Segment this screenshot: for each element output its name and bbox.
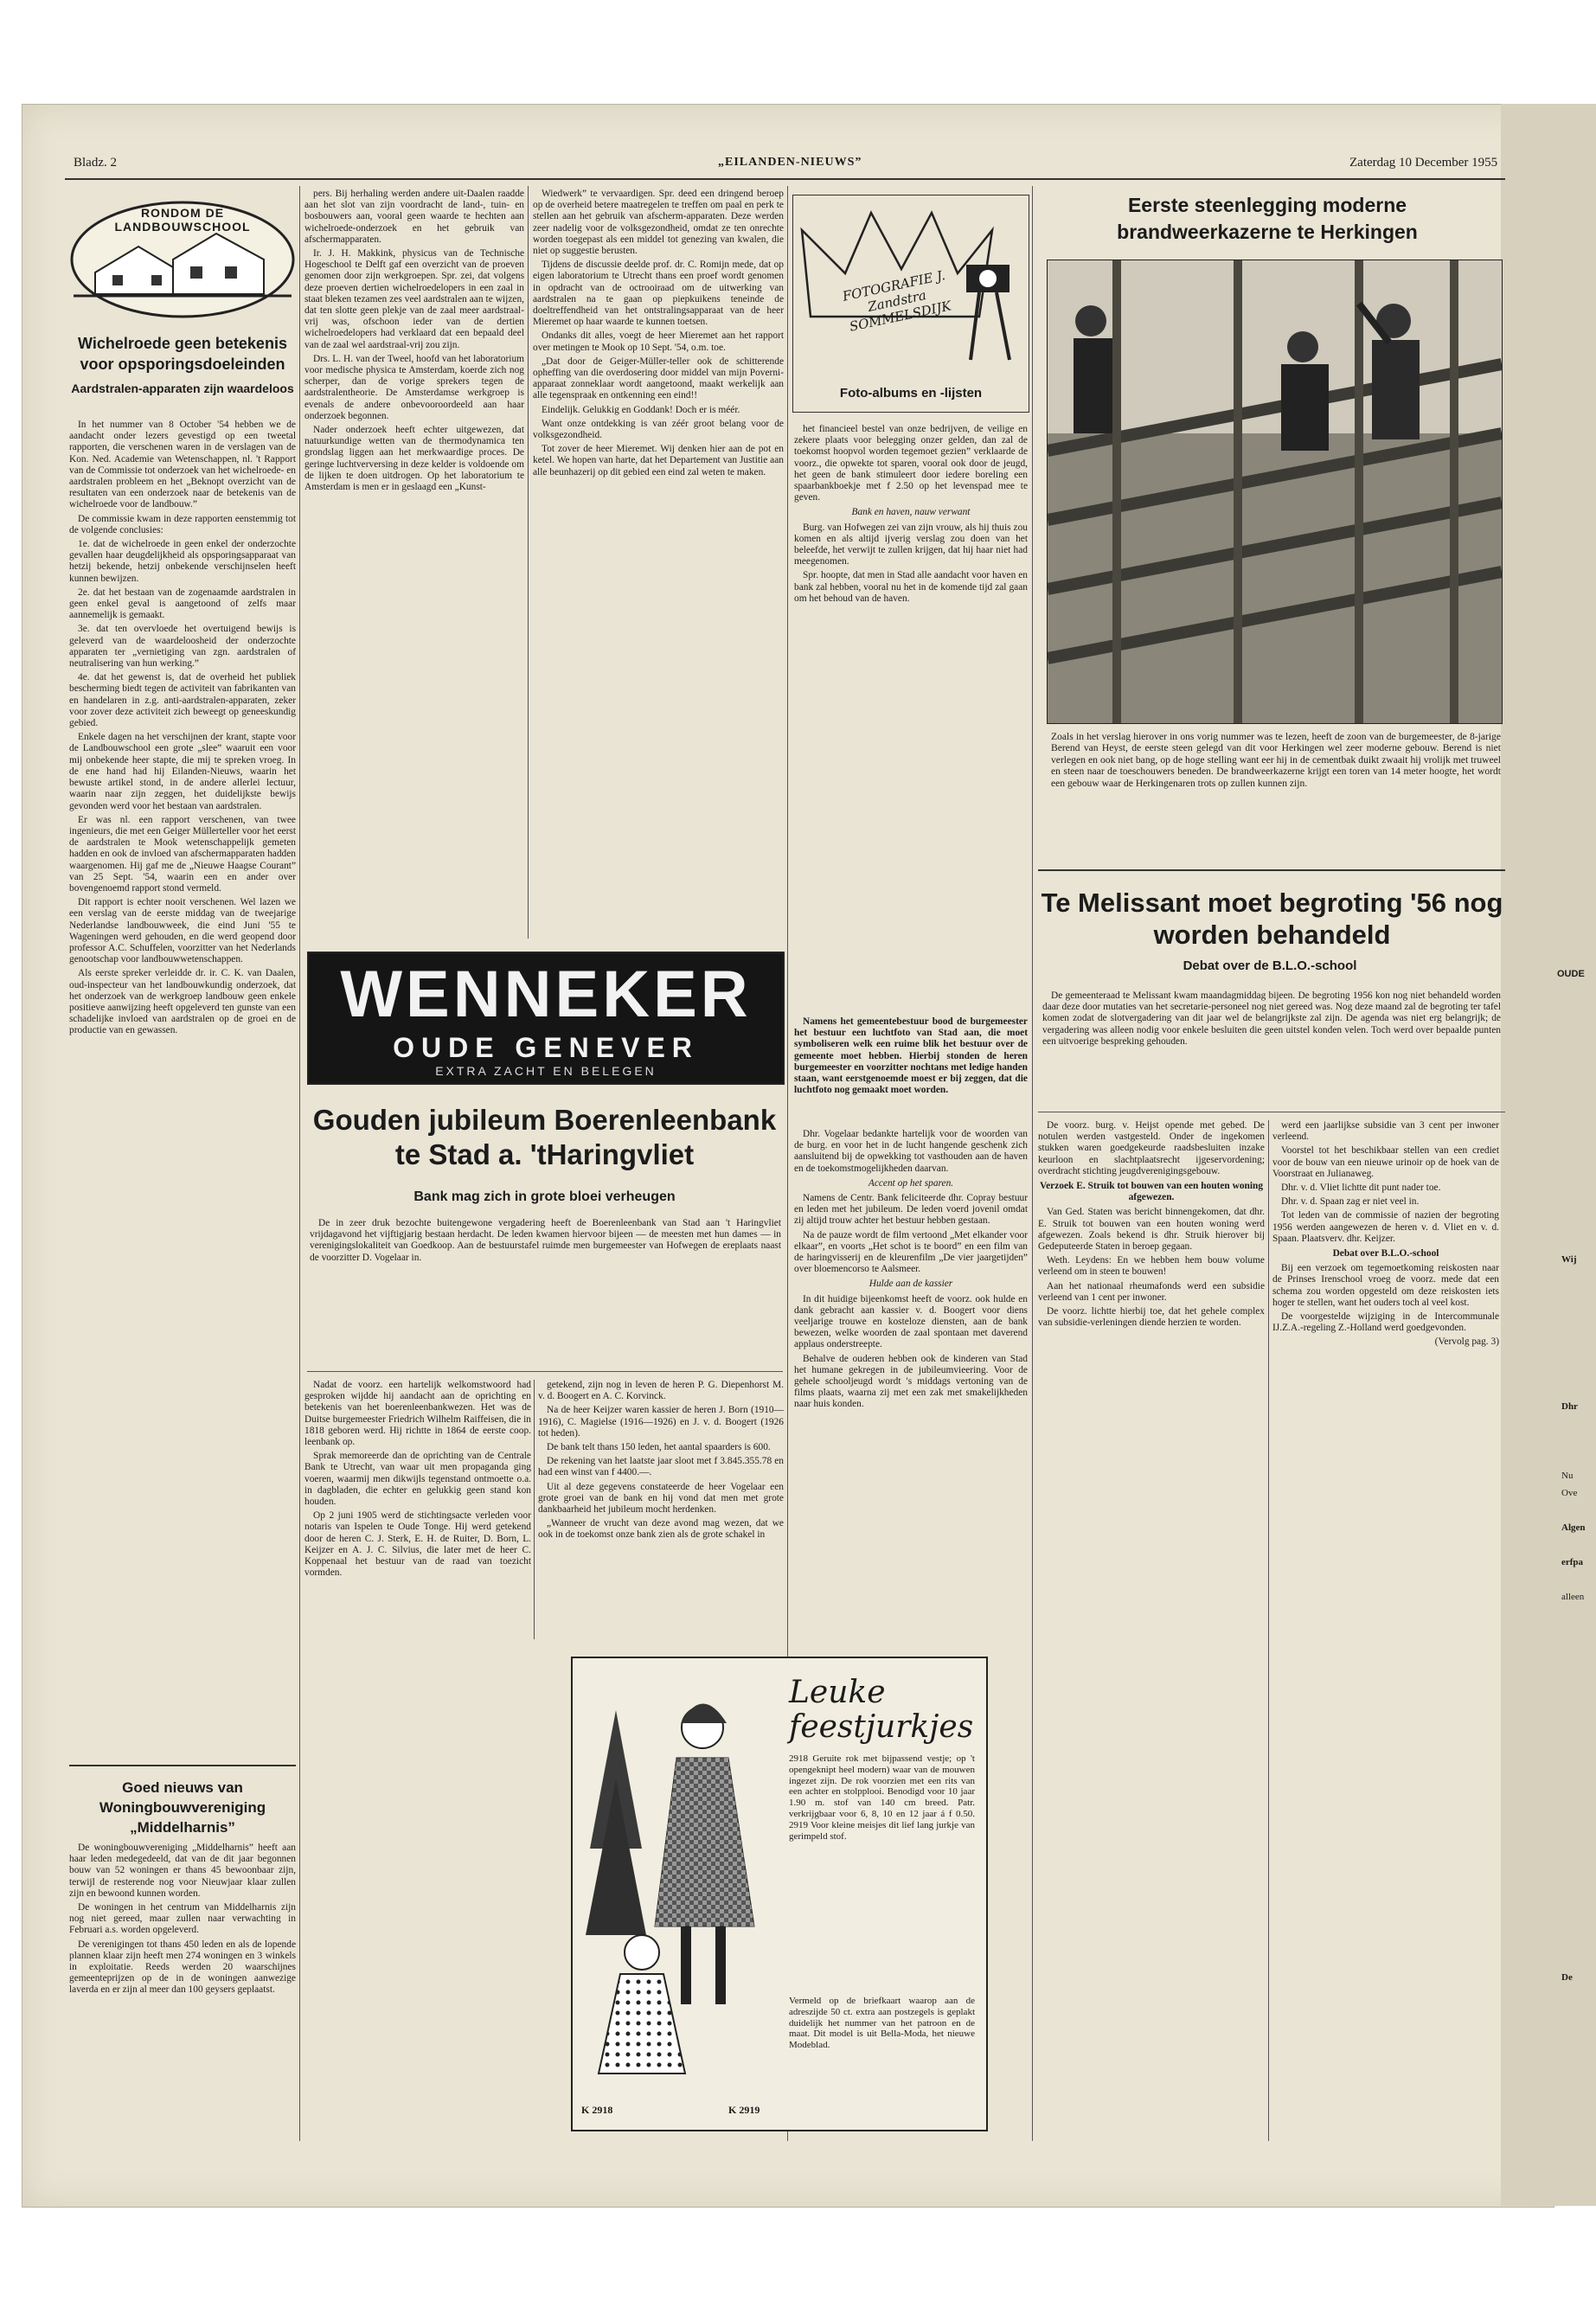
paragraph: Tot leden van de commissie of nazien der begroting 1956 werden aangewezen de heren v. d. Vliet en v. d. Spaan. Plaatsverv. dhr. Keijzer. xyxy=(1272,1210,1499,1244)
page-label: Bladz. 2 xyxy=(74,156,117,170)
paragraph: 1e. dat de wichelroede in geen enkel der onderzochte gevallen haar deugdelijkheid als opsporingsapparaat van hetzij bekende, hetzij onbekende verschijnselen heeft kunnen bewijzen. xyxy=(69,539,296,584)
paragraph: Spr. hoopte, dat men in Stad alle aandacht voor haven en bank zal hebben, vooral nu het in de komende tijd zal gaan om het behoud van de haven. xyxy=(794,570,1028,604)
issue-date: Zaterdag 10 December 1955 xyxy=(1349,156,1498,170)
next-page-edge xyxy=(1501,104,1596,2206)
side-fragment: De xyxy=(1561,1972,1573,1983)
subhead-boerenleenbank: Bank mag zich in grote bloei verheugen xyxy=(413,1189,676,1204)
subhead-bank-haven: Bank en haven, nauw verwant xyxy=(851,507,971,518)
paragraph: Drs. L. H. van der Tweel, hoofd van het laboratorium voor medische physica te Amsterdam, koerde zich nog scherper, dan de vorige sprekers tegen de aardstralentheorie. De Amsterdamse werkgroep is evenals de andere onbevooroordeeld aan haar onderzoek begonnen. xyxy=(304,353,524,421)
paragraph: De woningen in het centrum van Middelharnis zijn nog niet gereed, maar zullen naar verwachting in Februari a.s. worden opgeleverd. xyxy=(69,1902,296,1936)
feestjurkjes-title: Leuke feestjurkjes xyxy=(789,1675,974,1745)
paragraph: Bij een verzoek om tegemoetkoming reiskosten naar de Prinses Irenschool vroeg de voorz. mede dat een schema zou worden opgesteld om deze reiskosten iets hoger te stellen, want het ouders toch al veel kost. xyxy=(1272,1263,1499,1308)
paragraph: Eindelijk. Gelukkig en Goddank! Doch er is méér. xyxy=(542,404,740,415)
paragraph: Ir. J. H. Makkink, physicus van de Technische Hogeschool te Delft gaf een overzicht van de proeven genomen door zijn werkgroepen. Spr. zei, dat volgens deze proeven dertien wichelroedelopers in een zaal in staat bleken tezamen zes veel aardstralen aan te wijzen, dat ten slotte geen plekje van de zaal meer aardstraal-vrij was, ofschoon ieder van de dertien wichelroedelopers had verklaard dat een bepaald deel van de zaal wel aardstraal-vrij zou zijn. xyxy=(304,248,524,350)
section-rule xyxy=(1038,869,1505,871)
paragraph: Nader onderzoek heeft echter uitgewezen, dat natuurkundige wetten van de thermodynamica ten grondslag liggen aan het merkwaardige proces. De geringe luchtverversing in deze kelder is voldoende om de lijken te doen uitdrogen. Op het laboratorium te Amsterdam is men er in geslaagd een „Kunst- xyxy=(304,425,524,493)
paragraph: Er was nl. een rapport verschenen, van twee ingenieurs, die met een Geiger Müllerteller voor het eerst de aardstralen te Mook wetenschappelijk gemeten hadden en ook de invloed van afschermapparaten hadden waargenomen. Hij gaf me de „Nieuwe Haagse Courant” van 25 Sept. '54, waarin een en ander over bovengenoemd rapport stond vermeld. xyxy=(69,814,296,894)
paragraph: De voorz. lichtte hierbij toe, dat het gehele complex van subsidie-verleningen diende herzien te worden. xyxy=(1038,1306,1265,1329)
paragraph: Burg. van Hofwegen zei van zijn vrouw, als hij thuis zou komen en als altijd ijverig verslag zou doen van het beleefde, het verwijt te zullen krijgen, dat hij haar niet had meegenomen. xyxy=(794,522,1028,567)
paragraph: Als eerste spreker verleidde dr. ir. C. K. van Daalen, oud-inspecteur van het landbouwkundig onderzoek, dat het onderzoek van de werkgroep landbouw geen enkele positieve aanwijzing heeft opgeleverd ten gunste van een schadelijke invloed van aardstralen op de groei en de productie van en gewassen. xyxy=(69,968,296,1036)
paragraph: Want onze ontdekking is van zéér groot belang voor de volksgezondheid. xyxy=(533,418,784,441)
subhead-accent-sparen: Accent op het sparen. xyxy=(868,1177,954,1189)
paragraph: Dit rapport is echter nooit verschenen. Wel lazen we een verslag van de eerste middag van de tweejarige Nederlandse landbouwweek, die eind Juni '55 te Wageningen werd gehouden, en die werd geopend door professor A.C. Schuffelen, voorzitter van het Nederlands genootschap voor landbouwwetenschappen. xyxy=(69,897,296,965)
paragraph: „Wanneer de vrucht van deze avond mag wezen, dat we ook in de toekomst onze bank zien als de grote schakel in xyxy=(538,1518,784,1541)
zandstra-advertisement xyxy=(792,195,1029,413)
paragraph: Ondanks dit alles, voegt de heer Mieremet aan het rapport over metingen te Mook op 10 Sept. '54, o.m. toe. xyxy=(533,330,784,353)
paragraph: De rekening van het laatste jaar sloot met f 3.845.355.78 en had een winst van f 4400.—. xyxy=(538,1456,784,1478)
girls-dresses-illustration xyxy=(581,1676,776,2108)
paragraph: De in zeer druk bezochte buitengewone vergadering heeft de Boerenleenbank van Stad aan 't Haringvliet vrijdagavond het vijftigjarig bestaan herdacht. De leden kwamen hiervoor bijeen — de meesten met hun dames — in verenigingslokaliteit van Goedkoop. Aan de bestuurstafel ruimde men burgemeester van Hofwegen de ereplaats naast de voorzitter D. Vogelaar in. xyxy=(310,1218,781,1263)
article-wichelroede xyxy=(69,420,296,1838)
headline-woningbouw: Goed nieuws van Woningbouwvereniging „Middelharnis” xyxy=(99,1779,266,1836)
paragraph: De woningbouwvereniging „Middelharnis” heeft aan haar leden medegedeeld, dat van de dit jaar begonnen bouw van 52 woningen er thans 45 bewoonbaar zijn, terwijl de resterende nog voor Nieuwjaar klaar zullen zijn en bewoond kunnen worden. xyxy=(69,1843,296,1899)
side-fragment: Algen xyxy=(1561,1522,1586,1533)
paragraph: pers. Bij herhaling werden andere uit-Daalen raadde aan het slot van zijn voordracht de land-, tuin- en bosbouwers aan, vooral geen waarde te hechten aan wichelroede-onderzoek en het gebruik van afschermapparaten. xyxy=(304,189,524,245)
paragraph: De voorgestelde wijziging in de Intercommunale IJ.Z.A.-regeling Z.-Holland werd goedgevonden. xyxy=(1272,1311,1499,1334)
paragraph: Aan het nationaal rheumafonds werd een subsidie verleend van 1 cent per inwoner. xyxy=(1038,1280,1265,1303)
section-rule xyxy=(69,1765,296,1766)
melissant-col-b xyxy=(1272,1120,1499,2141)
paper-name: „EILANDEN-NIEUWS” xyxy=(718,156,862,169)
paragraph: Nadat de voorz. een hartelijk welkomstwoord had gesproken wijdde hij aandacht aan de oprichting en betekenis van het boerenleenbankwezen. Het was de Duitse burgemeester Friedrich Wilhelm Raiffeisen, die in 1818 geboren werd. Hij richtte in 1864 de eerste coop. leenbank op. xyxy=(304,1380,531,1448)
feestjurkjes-description: 2918 Geruite rok met bijpassend vestje; op 't opengeknipt heel modern) waar van de mouwen ingezet zijn. De rok voorzien met een rits van een achter en stolpplooi. Benodigd voor 10 jaar 1.90 m. stof van 140 cm breed. Patr. verkrijgbaar voor 6, 8, 10 en 12 jaar á f 0.50. 2919 Voor kleine meisjes dit lief lang jurkje van gerimpeld stof. xyxy=(789,1753,975,1842)
wenneker-advertisement xyxy=(307,952,785,1085)
side-fragment: alleen xyxy=(1561,1592,1585,1602)
wenneker-brand: WENNEKER xyxy=(340,958,752,1031)
paragraph: Op 2 juni 1905 werd de stichtingsacte verleden voor notaris van Ispelen te Oude Tonge. Hij werd getekend door de heren C. J. Sterk, E. H. de Ruiter, D. Born, L. Keijzer en A. J. C. Silvius, die later met de heer C. Koppenaal het bestuur van de raad van toezicht vormden. xyxy=(304,1510,531,1579)
paragraph: werd een jaarlijkse subsidie van 3 cent per inwoner verleend. xyxy=(1272,1120,1499,1143)
paragraph: „Dat door de Geiger-Müller-teller ook de schitterende opheffing van die overdosering door middel van mijn Poverni-apparaat zonneklaar wordt aangetoond, maakt werkelijk aan alle tegenspraak en ontkenning een eind!! xyxy=(533,356,784,401)
paragraph: Voorstel tot het beschikbaar stellen van een crediet voor de bouw van een nieuwe urinoir op de hoek van de Voorstraat en Julianaweg. xyxy=(1272,1145,1499,1179)
boerenleenbank-continued-2 xyxy=(794,1129,1028,2141)
subhead-debat: Debat over B.L.O.-school xyxy=(1332,1248,1439,1259)
side-fragment: OUDE xyxy=(1557,969,1585,979)
side-fragment: Nu xyxy=(1561,1471,1574,1481)
landbouwschool-logo xyxy=(69,199,296,320)
paragraph: Weth. Leydens: En we hebben hem bouw volume verleend om in steen te bouwen! xyxy=(1038,1255,1265,1278)
wenneker-tagline: EXTRA ZACHT EN BELEGEN xyxy=(435,1064,657,1078)
luchtfoto-block xyxy=(794,1016,1028,1120)
column-rule xyxy=(299,186,300,2141)
melissant-col-a xyxy=(1038,1120,1265,2141)
pattern-code-2918: K 2918 xyxy=(581,2104,613,2116)
paragraph: 4e. dat het gewenst is, dat de overheid het publiek bescherming biedt tegen de activiteit van fabrikanten van en handelaren in z.g. anti-aardstralen-apparaten, zeker voor zover deze activiteit zich beweegt op geneeskundig gebied. xyxy=(69,672,296,729)
feestjurkjes-order-info: Vermeld op de briefkaart waarop aan de adreszijde 50 ct. extra aan postzegels is geplakt duidelijk het nummer van het patroon en de maat. Dit model is uit Bella-Moda, het nieuwe Modeblad. xyxy=(789,1996,975,2051)
paragraph: Na de pauze wordt de film vertoond „Met elkander voor elkaar”, en voorts „Het schot is te boord” en een film van de haringvisserij en de kleurenfilm „De vier jaargetijden” over bloemencorso te Aalsmeer. xyxy=(794,1229,1028,1275)
paragraph: Sprak memoreerde dan de oprichting van de Centrale Bank te Utrecht, van waar uit men propaganda ging voeren, waarmij men dikwijls tegenstand ontmoette o.a. in dagbladen, die echter en gelukkig geen stand kon houden. xyxy=(304,1451,531,1508)
paragraph: Behalve de ouderen hebben ook de kinderen van Stad het humane gekregen in de jubileumvieering. Voor de gehele schooljeugd wordt 's middags vertoning van de films plaats, waarna zij met een zak met smakelijkheden naar huis konden. xyxy=(794,1353,1028,1410)
subhead-hulde-kassier: Hulde aan de kassier xyxy=(869,1279,953,1290)
headline-herkingen: Eerste steenlegging moderne brandweerkazerne te Herkingen xyxy=(1117,194,1418,243)
headline-wichelroede: Wichelroede geen betekenis voor opsporingsdoeleinden xyxy=(78,335,287,373)
logo-lettering: RONDOM DE LANDBOUWSCHOOL xyxy=(114,206,251,234)
article-continued-col3 xyxy=(533,189,784,937)
paragraph: Uit al deze gegevens constateerde de heer Vogelaar een grote groei van de bank en hij vond dat men met grote dankbaarheid het jubileum mocht herdenken. xyxy=(538,1481,784,1516)
paragraph: 3e. dat ten overvloede het overtuigend bewijs is geleverd van de waardeloosheid der onderzochte apparaten ter „vernietiging van zgn. aardstralen of neutralisering van hun werking.” xyxy=(69,624,296,670)
paragraph: In dit huidige bijeenkomst heeft de voorz. ook hulde en dank gebracht aan kassier v. d. Boogert voor diens veeljarige trouwe en kosteloze diensten, aan de bank bewezen, welke woorden de zaal spontaan met daverend applaus onderstreepte. xyxy=(794,1293,1028,1350)
side-fragment: Ove xyxy=(1561,1488,1578,1498)
boerenleenbank-col-a xyxy=(304,1380,531,2141)
paragraph: Van Ged. Staten was bericht binnengekomen, dat dhr. E. Struik tot bouwen van een houten woning werd afgewezen. Zoals bekend is dhr. Struik hierover bij Gedeputeerde Staten in beroep gegaan. xyxy=(1038,1207,1265,1253)
paragraph: Tijdens de discussie deelde prof. dr. C. Romijn mede, dat op eigen laboratorium te Utrecht thans een proef wordt genomen in opdracht van de octrooiraad om de uitwerking van aardstralen na te gaan op piepkuikens teneinde de doeltreffendheid van het ontstralingsapparaat van de heer Mieremet op haar waarde te kunnen toetsen. xyxy=(533,260,784,328)
paragraph: De commissie kwam in deze rapporten eenstemmig tot de volgende conclusies: xyxy=(69,513,296,535)
subhead-blo-school: Debat over de B.L.O.-school xyxy=(1183,958,1357,973)
herkingen-caption: Zoals in het verslag hierover in ons vorig nummer was te lezen, heeft de zoon van de burgemeester, de 8-jarige Berend van Heyst, de eerste steen gelegd van dit voor Herkingen wel zeer moderne gebouw. Berend is niet verlegen en ook niet bang, op de hoge stelling want eer hij in de cementbak duikt zwaait hij vrolijk met truweel en steen naar de toeschouwers beneden. De brandweerkazerne krijgt een toren van 14 meter hoogte, het wordt een gebouw waar de Herkingenaren trots op zullen kunnen zijn. xyxy=(1051,731,1501,789)
wenneker-product: OUDE GENEVER xyxy=(393,1032,699,1063)
column-rule xyxy=(534,1380,535,1639)
paragraph: 2e. dat het bestaan van de zogenaamde aardstralen in geen enkel geval is aangetoond of zelfs maar aannemelijk is gemaakt. xyxy=(69,586,296,621)
side-fragment: Wij xyxy=(1561,1254,1577,1265)
boerenleenbank-continued xyxy=(794,424,1028,1008)
headline-melissant: Te Melissant moet begroting '56 nog worden behandeld xyxy=(1041,888,1503,950)
pattern-code-2919: K 2919 xyxy=(728,2104,760,2116)
column-rule xyxy=(1268,1120,1269,2141)
boerenleenbank-intro xyxy=(310,1218,781,1356)
boerenleenbank-col-b xyxy=(538,1380,784,1639)
article-woningbouw xyxy=(69,1843,296,2137)
construction-scaffold-photo xyxy=(1048,260,1502,723)
article-continued-col2 xyxy=(304,189,524,937)
paragraph: De bank telt thans 150 leden, het aantal spaarders is 600. xyxy=(547,1442,771,1453)
subhead-struik: Verzoek E. Struik tot bouwen van een houten woning afgewezen. xyxy=(1039,1181,1264,1203)
paragraph: Tot zover de heer Mieremet. Wij denken hier aan de pot en ketel. We hopen van harte, dat het Departement van Justitie aan alle beunhazerij op dit gebied een eind zal weten te maken. xyxy=(533,444,784,478)
subhead-aardstralen: Aardstralen-apparaten zijn waardeloos xyxy=(71,381,294,395)
paragraph: Enkele dagen na het verschijnen der krant, stapte voor de Landbouwschool een grote „slee” waaruit een voor mij onbekende heer stapte, die mij te spreken vroeg. In de ene hand had hij Eilanden-Nieuws, waarin het bewuste artikel stond, in de andere allerlei lectuur, waarin naar zijn zeggen, het duidelijkste bewijs gevonden werd voor het bestaan van aardstralen. xyxy=(69,732,296,811)
paragraph: De voorz. burg. v. Heijst opende met gebed. De notulen werden vastgesteld. Onder de ingekomen stukken waren goedgekeurde raadsbesluiten inzake keurloon en slachtplaatsrecht ijgeservordening; overdracht stichting jeugdverenigingsgebouw. xyxy=(1038,1120,1265,1176)
side-fragment: Dhr xyxy=(1561,1401,1578,1412)
paragraph: Namens de Centr. Bank feliciteerde dhr. Copray bestuur en leden met het jubileum. De leden voerd jovenil omdat zij altijd trouw achter het bestuur hebben gestaan. xyxy=(794,1193,1028,1227)
column-rule xyxy=(1032,186,1033,2141)
continued-note: (Vervolg pag. 3) xyxy=(1434,1336,1499,1348)
side-fragment: erfpa xyxy=(1561,1557,1584,1567)
section-rule xyxy=(307,1371,783,1372)
herkingen-photo xyxy=(1047,260,1503,724)
zandstra-logo-lettering: FOTOGRAFIE J. Zandstra SOMMELSDIJK xyxy=(841,267,953,335)
paragraph: het financieel bestel van onze bedrijven, de veilige en zekere plaats voor belegging onzer gelden, dan zal de toekomst hoopvol worden tegemoet gezien” verklaarde de voorz., die opwekte tot sparen, vooral ook door de jeugd, het geen de bank stimuleert door iedere boreling een spaarbankboekje met f 2.50 op het levenspad mee te geven. xyxy=(794,424,1028,503)
column-rule xyxy=(528,186,529,939)
paragraph: Dhr. v. d. Spaan zag er niet veel in. xyxy=(1281,1196,1420,1208)
zandstra-caption: Foto-albums en -lijsten xyxy=(839,386,983,401)
masthead-rule xyxy=(65,178,1505,180)
paragraph: De gemeenteraad te Melissant kwam maandagmiddag bijeen. De begroting 1956 kon nog niet behandeld worden daar deze door mutaties van het secretarie-personeel nog niet gereed was. Nog deze maand zal de begroting ter tafel komen zodat de slotvergadering van dit jaar wel de belangrijkste zal zijn. De agenda was niet erg belangrijk; de vergadering was alleen nodig voor enkele besluiten die geen uitstel konden velen. Toch werd over bepaalde punten een uitvoerige bespreking gehouden. xyxy=(1042,990,1501,1047)
headline-boerenleenbank: Gouden jubileum Boerenleenbank te Stad a. 'tHaringvliet xyxy=(312,1104,777,1170)
paragraph: getekend, zijn nog in leven de heren P. G. Diepenhorst M. v. d. Boogert en A. C. Korvinck. xyxy=(538,1380,784,1402)
paragraph: In het nummer van 8 October '54 hebben we de aandacht onder lezers gevestigd op een tweetal rapporten, die verschenen waren in de verslagen van de Kon. Ned. Academie van Wetenschappen, nl. 't Rapport van de Commissie tot onderzoek van het wichelroede- en aardstralen probleem en het „Beknopt overzicht van de resultaten van een onderzoek naar de betekenis van de wichelroede voor de landbouw.” xyxy=(69,420,296,510)
paragraph: Namens het gemeentebestuur bood de burgemeester het bestuur een luchtfoto van Stad aan, die moet symboliseren welk een ruime blik het bestuur over de gemeente moet hebben. Hierbij stonden de heren burgemeester en voorzitter nochtans met ledige handen staan, want eerstgenoemde moest er bij zeggen, dat die luchtfoto nog gemaakt moet worden. xyxy=(794,1016,1028,1096)
paragraph: Na de heer Keijzer waren kassier de heren J. Born (1910—1916), C. Magielse (1916—1926) en J. v. d. Boogert (1926 tot heden). xyxy=(538,1405,784,1439)
paragraph: Dhr. v. d. Vliet lichtte dit punt nader toe. xyxy=(1281,1183,1441,1194)
paragraph: Wiedwerk” te vervaardigen. Spr. deed een dringend beroep op de overheid betere maatregelen te treffen om paal en perk te stellen aan het gebruik van afscherm-apparaten. Deze werden zeer nadelig voor de volksgezondheid, omdat ze ten onrechte worden toegepast als een middel tot genezing van kwalen, die niet op suggestie berusten. xyxy=(533,189,784,257)
melissant-intro xyxy=(1042,990,1501,1099)
paragraph: Dhr. Vogelaar bedankte hartelijk voor de woorden van de burg. en voor het in de lucht hangende geschenk zich aansluitend bij de opwekking tot vasthouden aan de haven en de toekomstmogelijkheden daarvan. xyxy=(794,1129,1028,1174)
paragraph: De verenigingen tot thans 450 leden en als de lopende plannen klaar zijn heeft men 274 woningen en 3 winkels in exploitatie. Reeds werden 20 waarschijnes gemeenteprijzen op de in de woningen aanwezige laverda en er zijn al meer dan 100 geysers geplaatst. xyxy=(69,1939,296,1996)
